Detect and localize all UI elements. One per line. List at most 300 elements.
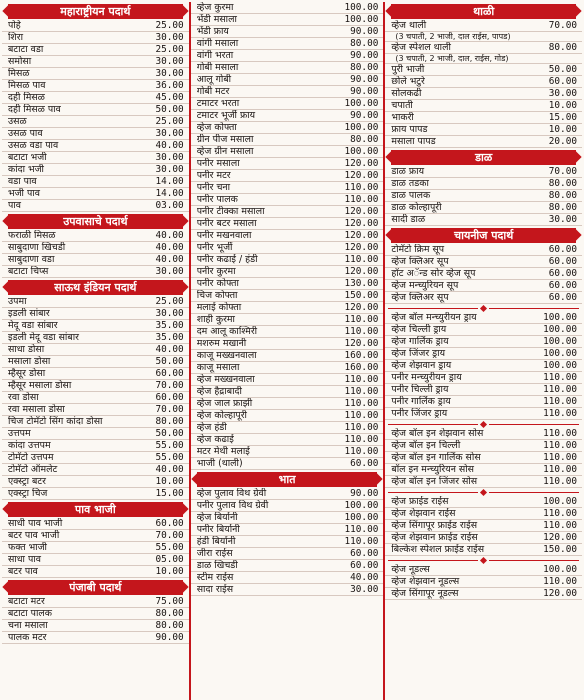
menu-item [2, 176, 189, 188]
menu-item [2, 308, 189, 320]
menu-item-price: 55.00 [155, 439, 184, 451]
menu-item-price: 80.00 [350, 61, 379, 73]
menu-item-name: वांगी मसाला [196, 37, 239, 49]
menu-item-price: 110.00 [543, 575, 577, 587]
menu-item-name: शिरा [8, 31, 24, 43]
menu-item [2, 188, 189, 200]
menu-item-price: 70.00 [155, 529, 184, 541]
menu-item-name: ग्रीन पीज मसाला [196, 133, 254, 145]
menu-item-price: 80.00 [548, 189, 577, 201]
menu-item-price: 120.00 [344, 229, 379, 241]
menu-item-name: सोलकढी [391, 87, 422, 99]
menu-item [191, 230, 384, 242]
menu-item [2, 104, 189, 116]
menu-item-name: गोबी मटर [196, 85, 230, 97]
menu-item-price: 10.00 [155, 475, 184, 487]
menu-item [191, 434, 384, 446]
menu-item-price: 90.00 [350, 85, 379, 97]
menu-item [385, 280, 582, 292]
menu-item [191, 446, 384, 458]
menu-item-price: 110.00 [344, 313, 379, 325]
menu-item [2, 464, 189, 476]
menu-item [385, 336, 582, 348]
menu-item-name: साधी पाव भाजी [8, 517, 63, 529]
menu-item-price: 100.00 [344, 499, 379, 511]
menu-item-price: 100.00 [344, 97, 379, 109]
menu-item-name: हॉट अॅन्ड सोर व्हेज सूप [391, 267, 476, 279]
menu-item-price: 40.00 [155, 229, 184, 241]
menu-item-name: सादा राईस [196, 583, 234, 595]
menu-item-price: 100.00 [543, 495, 577, 507]
menu-item-price: 70.00 [155, 403, 184, 415]
menu-item-name: पनीर कोफ्ता [196, 277, 239, 289]
menu-item [2, 296, 189, 308]
menu-item-name: डाळ फ्राय [391, 165, 425, 177]
menu-item [2, 596, 189, 608]
menu-item-price: 30.00 [548, 213, 577, 225]
menu-item-price: 50.00 [155, 355, 184, 367]
menu-item [385, 452, 582, 464]
menu-item-price: 45.00 [155, 91, 184, 103]
menu-item-price: 110.00 [543, 451, 577, 463]
menu-item-name: व्हेज बॉल इन गार्लिक सोस [391, 451, 481, 463]
menu-item [385, 256, 582, 268]
menu-item-name: व्हेज बॉल इन शेझवान सोस [391, 427, 484, 439]
menu-item [2, 404, 189, 416]
menu-item [191, 2, 384, 14]
menu-item-price: 60.00 [548, 255, 577, 267]
menu-item-price: 120.00 [344, 205, 379, 217]
menu-item-price: 10.00 [155, 565, 184, 577]
menu-item [385, 32, 582, 42]
menu-item [385, 88, 582, 100]
menu-item-price: 110.00 [543, 463, 577, 475]
menu-item-price: 110.00 [344, 433, 379, 445]
menu-item-name: चपाती [391, 99, 413, 111]
menu-item-name: भजी पाव [8, 187, 40, 199]
menu-item [385, 136, 582, 148]
menu-item [2, 476, 189, 488]
menu-item-price: 110.00 [344, 523, 379, 535]
section-header: पंजाबी पदार्थ [8, 580, 183, 595]
menu-item [2, 554, 189, 566]
menu-item [385, 292, 582, 304]
menu-item-name: व्हेज शेझवान राईस [391, 507, 456, 519]
menu-item-name: व्हेज जिंजर ड्राय [391, 347, 446, 359]
menu-item [2, 440, 189, 452]
section-header: पाव भाजी [8, 502, 183, 517]
menu-item-name: पनीर जिंजर ड्राय [391, 407, 448, 419]
menu-item [2, 332, 189, 344]
menu-item-price: 30.00 [155, 265, 184, 277]
menu-item-price: 110.00 [344, 181, 379, 193]
menu-item-price: 90.00 [350, 25, 379, 37]
menu-item [385, 324, 582, 336]
menu-item-price: 100.00 [543, 347, 577, 359]
menu-item [191, 374, 384, 386]
menu-item-price: 80.00 [350, 37, 379, 49]
menu-item [385, 476, 582, 488]
section-header: भात [197, 472, 378, 487]
menu-item-name: कांदा उत्तपम [8, 439, 51, 451]
menu-item-name: आलू गोबी [196, 73, 232, 85]
menu-item-name: बटाटा मटर [8, 595, 45, 607]
menu-item [191, 362, 384, 374]
menu-item-name: एक्स्ट्रा बटर [8, 475, 46, 487]
section-header: साऊथ इंडियन पदार्थ [8, 280, 183, 295]
menu-item-name: पनीर बिर्यानी [196, 523, 240, 535]
menu-item [2, 518, 189, 530]
menu-item-name: पनीर गार्लिक ड्राय [391, 395, 451, 407]
menu-item [385, 20, 582, 32]
menu-item-name: हंडी बिर्यानी [196, 535, 236, 547]
menu-item-price: 120.00 [344, 169, 379, 181]
menu-item-name: भाकरी [391, 111, 414, 123]
menu-item-price: 120.00 [344, 157, 379, 169]
menu-item [2, 542, 189, 554]
menu-item-price: 36.00 [155, 79, 184, 91]
menu-item-name: पुरी भाजी [391, 63, 425, 75]
menu-item [385, 166, 582, 178]
menu-item-name: व्हेज कुरमा [196, 2, 234, 13]
menu-item-name: साधा डोसा [8, 343, 45, 355]
menu-item-name: रवा डोसा [8, 391, 39, 403]
menu-item [385, 42, 582, 54]
menu-item-price: 110.00 [344, 373, 379, 385]
menu-item [385, 244, 582, 256]
menu-item-name: पनीर मसाला [196, 157, 240, 169]
menu-item-price: 110.00 [543, 507, 577, 519]
menu-item-name: मसाला पापड [391, 135, 436, 147]
menu-column-3 [385, 2, 582, 700]
menu-item-name: गोबी मसाला [196, 61, 239, 73]
menu-item-price: 40.00 [155, 241, 184, 253]
menu-item-name: व्हेज हंडी [196, 421, 227, 433]
menu-item-name: भेंडी मसाला [196, 13, 237, 25]
menu-item [191, 410, 384, 422]
menu-item-price: 30.00 [350, 583, 379, 595]
menu-item-name: उसळ वडा पाव [8, 139, 59, 151]
menu-item-name: मिसळ पाव [8, 79, 46, 91]
section-header: थाळी [391, 4, 576, 19]
menu-item-name: एक्स्ट्रा चिज [8, 487, 48, 499]
menu-item [2, 254, 189, 266]
menu-item [191, 500, 384, 512]
menu-item-price: 60.00 [548, 267, 577, 279]
menu-item-price: 40.00 [155, 463, 184, 475]
menu-item-name: फ्राय पापड [391, 123, 428, 135]
menu-item [191, 524, 384, 536]
menu-item [191, 74, 384, 86]
menu-item-name: चिज कोफ्ता [196, 289, 238, 301]
menu-item-price: 70.00 [155, 379, 184, 391]
menu-item-name: कांदा भजी [8, 163, 44, 175]
menu-item-name: पनीर पुलाव विथ ग्रेवी [196, 499, 269, 511]
menu-item-price: 120.00 [543, 531, 577, 543]
menu-item-name: डाळ तडका [391, 177, 429, 189]
section-header: चायनीज पदार्थ [391, 228, 576, 243]
menu-item-price: 05.00 [155, 553, 184, 565]
menu-item [385, 564, 582, 576]
menu-item-price: 30.00 [155, 127, 184, 139]
menu-item [385, 214, 582, 226]
menu-item [385, 100, 582, 112]
menu-item [2, 428, 189, 440]
menu-item [385, 464, 582, 476]
menu-item-price: 110.00 [543, 519, 577, 531]
menu-item-price: 40.00 [350, 571, 379, 583]
menu-item-price: 120.00 [344, 301, 379, 313]
menu-item-name: साबुदाणा खिचडी [8, 241, 66, 253]
menu-item-name: पाव [8, 199, 21, 211]
menu-item-name: स्टीम राईस [196, 571, 234, 583]
menu-item-name: पनीर मन्च्युरीयन ड्राय [391, 371, 462, 383]
menu-item-price: 90.00 [155, 631, 184, 643]
menu-item-price: 100.00 [543, 563, 577, 575]
menu-item [2, 356, 189, 368]
menu-item-name: पोहे [8, 19, 21, 31]
menu-item [2, 320, 189, 332]
menu-item-price: 120.00 [543, 587, 577, 599]
menu-item [2, 164, 189, 176]
menu-item-name: पनीर कढाई / हंडी [196, 253, 258, 265]
menu-item [385, 268, 582, 280]
menu-item-name: टमाटर भूर्जी फ्राय [196, 109, 256, 121]
menu-item-price: 30.00 [155, 151, 184, 163]
menu-item [191, 572, 384, 584]
menu-item [191, 170, 384, 182]
menu-item [191, 548, 384, 560]
menu-item-name: साधा पाव [8, 553, 41, 565]
menu-item-price: 25.00 [155, 115, 184, 127]
menu-item-name: पनीर चिल्ली ड्राय [391, 383, 449, 395]
menu-item-name: पनीर मखनवाला [196, 229, 252, 241]
menu-item-price: 60.00 [548, 279, 577, 291]
menu-item-price: 120.00 [344, 217, 379, 229]
menu-item-name: व्हेज जाल फ्राझी [196, 397, 253, 409]
menu-item-name: व्हेज ग्रीन मसाला [196, 145, 254, 157]
menu-item [191, 122, 384, 134]
menu-item-price: 30.00 [155, 67, 184, 79]
menu-item-name: बिल्केश स्पेशल फ्राईड राईस [391, 543, 485, 555]
menu-item-price: 160.00 [344, 361, 379, 373]
section-header: महाराष्ट्रीयन पदार्थ [8, 4, 183, 19]
menu-item [191, 254, 384, 266]
menu-item [191, 62, 384, 74]
menu-item-name: टोमॅटो ऑमलेट [8, 463, 58, 475]
menu-item [191, 242, 384, 254]
menu-item [385, 408, 582, 420]
menu-item-name: पनीर कुरमा [196, 265, 236, 277]
menu-item-name: टमाटर भरता [196, 97, 240, 109]
menu-item-price: 160.00 [344, 349, 379, 361]
menu-item [191, 50, 384, 62]
menu-item-name: पनीर बटर मसाला [196, 217, 257, 229]
menu-item-name: उसळ पाव [8, 127, 43, 139]
menu-item-price: 30.00 [155, 31, 184, 43]
menu-item [191, 266, 384, 278]
menu-item-name: व्हेज फ्राईड राईस [391, 495, 449, 507]
menu-item-name: व्हेज मख्खनवाला [196, 373, 255, 385]
menu-item-price: 60.00 [350, 457, 379, 469]
menu-item-name: व्हेज बिर्यानी [196, 511, 238, 523]
menu-item [2, 620, 189, 632]
menu-item [191, 38, 384, 50]
menu-item-price: 55.00 [155, 541, 184, 553]
menu-item-price: 60.00 [548, 75, 577, 87]
menu-item-price: 30.00 [155, 55, 184, 67]
menu-item-name: व्हेज नूडल्स [391, 563, 430, 575]
menu-item [191, 422, 384, 434]
menu-item [385, 520, 582, 532]
menu-item [385, 384, 582, 396]
menu-item-name: पनीर भूर्जी [196, 241, 233, 253]
menu-item-name: मलाई कोफ्ता [196, 301, 242, 313]
menu-item [191, 110, 384, 122]
menu-item-name: बटर पाव भाजी [8, 529, 60, 541]
menu-item-price: 50.00 [155, 427, 184, 439]
menu-item-price: 80.00 [155, 415, 184, 427]
menu-item [385, 588, 582, 600]
menu-item-name: व्हेज स्पेशल थाली [391, 41, 451, 53]
menu-item-price: 15.00 [155, 487, 184, 499]
menu-item [385, 496, 582, 508]
menu-item [191, 146, 384, 158]
menu-item [191, 134, 384, 146]
menu-item-price: 60.00 [548, 291, 577, 303]
menu-item-name: पनीर टीक्का मसाला [196, 205, 265, 217]
menu-item-name: व्हेज बॉल इन जिंजर सोस [391, 475, 478, 487]
menu-item-name: मटर मेथी मलाई [196, 445, 250, 457]
menu-item [2, 116, 189, 128]
menu-item-name: डाळ खिचडी [196, 559, 238, 571]
menu-item [2, 80, 189, 92]
menu-item-price: 150.00 [543, 543, 577, 555]
menu-item-price: 10.00 [548, 99, 577, 111]
menu-item-price: 110.00 [344, 193, 379, 205]
menu-item-price: 10.00 [548, 123, 577, 135]
menu-item-price: 70.00 [548, 19, 577, 31]
menu-item [2, 140, 189, 152]
menu-item-price: 90.00 [350, 487, 379, 499]
menu-item-name: व्हेज क्लिअर सूप [391, 255, 449, 267]
menu-item-name: व्हेज चिल्ली ड्राय [391, 323, 447, 335]
menu-item [385, 372, 582, 384]
menu-item-name: रवा मसाला डोसा [8, 403, 65, 415]
menu-item [385, 64, 582, 76]
menu-item-price: 70.00 [548, 165, 577, 177]
menu-item-name: म्हैसूर मसाला डोसा [8, 379, 72, 391]
menu-item [2, 56, 189, 68]
menu-item-name: व्हेज शेझवान ड्राय [391, 359, 452, 371]
menu-item [191, 278, 384, 290]
menu-item-price: 110.00 [344, 535, 379, 547]
menu-item [385, 360, 582, 372]
menu-item [2, 632, 189, 644]
menu-item-price: 110.00 [543, 427, 577, 439]
menu-item-price: 60.00 [350, 559, 379, 571]
menu-item-name: व्हेज मन्च्युरियन सूप [391, 279, 459, 291]
menu-item [385, 190, 582, 202]
menu-item [2, 608, 189, 620]
menu-item-name: व्हेज सिंगापूर फ्राईड राईस [391, 519, 478, 531]
menu-item [2, 344, 189, 356]
menu-item-price: 110.00 [344, 253, 379, 265]
menu-item-name: डाळ कोल्हापूरी [391, 201, 442, 213]
menu-item-name: व्हेज शेझवान फ्राईड राईस [391, 531, 478, 543]
menu-item-name: समोसा [8, 55, 32, 67]
menu-item-price: 110.00 [344, 397, 379, 409]
menu-item-name: दम आलू काश्मिरी [196, 325, 258, 337]
menu-item [191, 512, 384, 524]
menu-item-name: बटाटा पालक [8, 607, 52, 619]
menu-item-price: 110.00 [344, 385, 379, 397]
menu-item [385, 428, 582, 440]
section-header: डाळ [391, 150, 576, 165]
menu-item [385, 348, 582, 360]
menu-item [2, 20, 189, 32]
menu-item-name: व्हेज कढाई [196, 433, 234, 445]
menu-item [2, 68, 189, 80]
menu-item-name: व्हेज पुलाव विथ ग्रेवी [196, 487, 267, 499]
menu-item-price: 80.00 [548, 177, 577, 189]
menu-item-name: म्हैसूर डोसा [8, 367, 46, 379]
menu-item [385, 76, 582, 88]
menu-item-name: चिज टोमॅटो सिंग कांदा डोसा [8, 415, 103, 427]
menu-item-name: पनीर मटर [196, 169, 231, 181]
menu-item [385, 508, 582, 520]
menu-item-price: 20.00 [548, 135, 577, 147]
menu-item [191, 398, 384, 410]
menu-item-name: काजू मख्खनवाला [196, 349, 257, 361]
menu-item-name: बटर पाव [8, 565, 38, 577]
menu-item [2, 32, 189, 44]
menu-item [2, 200, 189, 212]
menu-item-name: डाळ पालक [391, 189, 431, 201]
menu-item-name: पालक मटर [8, 631, 47, 643]
menu-item [2, 44, 189, 56]
menu-item-name: भाजी (थाली) [196, 457, 243, 469]
menu-item [2, 368, 189, 380]
menu-item-price: 120.00 [344, 265, 379, 277]
menu-item-name: व्हेज सिंगापूर नूडल्स [391, 587, 459, 599]
menu-item-price: 80.00 [548, 41, 577, 53]
menu-item-price: 55.00 [155, 451, 184, 463]
menu-item-name: व्हेज कोफ्ता [196, 121, 237, 133]
menu-item [191, 158, 384, 170]
menu-item-name: व्हेज थाली [391, 19, 427, 31]
menu-item-price: 50.00 [548, 63, 577, 75]
menu-item [191, 560, 384, 572]
menu-item-price: 30.00 [155, 307, 184, 319]
menu-item-name: फक्त भाजी [8, 541, 47, 553]
menu-item [385, 396, 582, 408]
menu-item [191, 218, 384, 230]
menu-item [2, 152, 189, 164]
menu-item-price: 100.00 [543, 311, 577, 323]
menu-item-price: 110.00 [543, 383, 577, 395]
menu-item-price: 60.00 [155, 391, 184, 403]
menu-item [2, 392, 189, 404]
menu-item-name: मशरुम मखानी [196, 337, 247, 349]
menu-item [191, 14, 384, 26]
menu-item-price: 80.00 [155, 607, 184, 619]
menu-item-price: 80.00 [155, 619, 184, 631]
menu-item-name: वांगी भरता [196, 49, 234, 61]
menu-item-price: 25.00 [155, 295, 184, 307]
menu-item-price: 40.00 [155, 253, 184, 265]
menu-item-name: काजू मसाला [196, 361, 240, 373]
